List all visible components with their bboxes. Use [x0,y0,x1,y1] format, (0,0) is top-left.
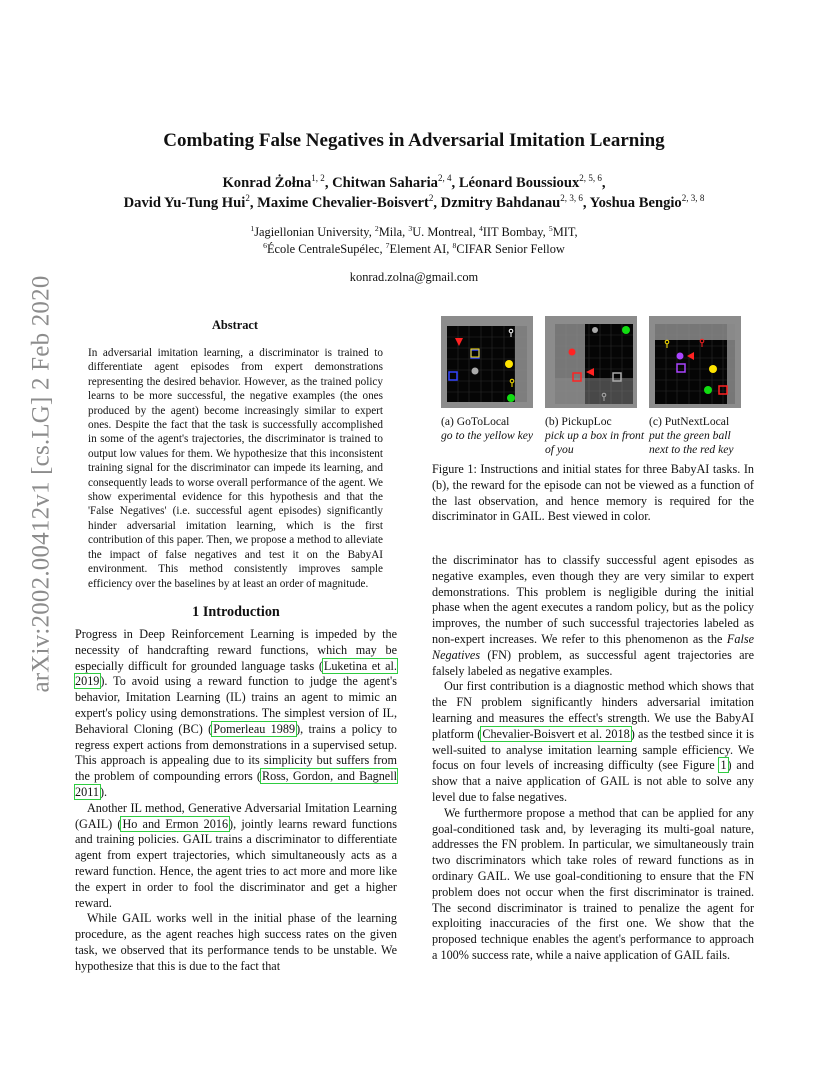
putnextlocal-grid-image [649,316,741,408]
author-line-1: Konrad Żołna$^{1, 2}$, Chitwan Saharia$^{2, 4}$, Léonard Boussioux$^{2, 5, 6}$, [222,173,606,191]
affiliation-name: MIT, [552,225,578,239]
author-line-2: David Yu-Tung Hui$^2$, Maxime Chevalier-Boisvert$^2$, Dzmitry Bahdanau$^{2, 3, 6}$, Yoshua Bengio$^{2, 3, 8}$ [123,193,705,211]
affiliation-marker: 6 [263,240,267,250]
subfigure-caption-b: (b) PickupLoc pick up a box in front of you [545,415,645,456]
author-affiliation-marker: 2, 4 [437,173,452,184]
affiliation-name: École CentraleSupélec, [266,242,386,256]
arxiv-stamp [18,275,66,693]
affiliation-name: U. Montreal, [412,225,479,239]
author-name: Konrad Żołna [222,175,312,191]
affiliation-marker: 5 [548,223,553,233]
intro-paragraph-2: Another IL method, Generative Adversarial Imitation Learning (GAIL) (Ho and Ermon 2016), jointly learns reward functions and training policies. GAIL trains a discriminator to differentiate agent from expert trajectories, which simultaneously acts as a reward function. Hence, the agent tries to act more and more like the expert in order to fool the discriminator and get a higher reward. [75,800,397,910]
intro-paragraph-4: Our first contribution is a diagnostic method which shows that the FN problem significantly hinders adversarial imitation learning and measures the effect's strength. We use the BabyAI platform (Chevalier-Boisvert et al. 2018) as the testbed since it is well-suited to analyse imitation learning sample efficiency. We focus on four levels of increasing difficulty (see Figure 1) and show that a naive application of GAIL is not able to solve any level due to false negatives. [432,679,754,804]
author-name: Yoshua Bengio [589,195,682,211]
citation-link[interactable]: Pomerleau 1989 [213,721,296,736]
citation-link[interactable]: Ho and Ermon 2016 [122,816,229,831]
subfigure-caption-a: (a) GoToLocal go to the yellow key [441,415,534,442]
abstract-text: In adversarial imitation learning, a discriminator is trained to differentiate agent episodes from expert demonstrations representing the desired behavior. However, as the trained policy learns to be more successful, the negative examples (the ones produced by the agent) become increasingly similar to expert ones. Despite the fact that the task is successfully accomplished in some of the agent's trajectories, the discriminator is trained to output low values for them. We hypothesize that this inconsistent training signal for the discriminator can impede its learning, and consequently leads to worse overall performance of the agent. We show experimental evidence for this hypothesis and that the 'False Negatives' (i.e. successful agent episodes) significantly hinder adversarial imitation learning, which is the first contribution of this paper. Then, we propose a method to alleviate the impact of false negatives and test it on the BabyAI environment. This method consistently improves sample efficiency over the baselines by at least an order of magnitude. [88,347,383,590]
author-affiliation-marker: 1, 2 [311,173,325,184]
affiliation-name: Mila, [378,225,409,239]
affiliation-line-1 [40,224,788,241]
affiliation-name: IIT Bombay, [482,225,549,239]
intro-paragraph-5: We furthermore propose a method that can be applied for any goal-conditioned task and, by leveraging its multi-goal nature, addresses the FN problem. In particular, we simultaneously train two discriminators which take roles of reward functions as in ordinary GAIL. We use goal-conditioning to ensure that the FN problem does not occur when the first discriminator is trained. The second discriminator is trained to penalize the agent for exploiting inaccuracies of the first one. We show that the proposed technique enables the agent's performance to approach a 100% success rate, while a naive application of GAIL fails. [432,805,754,962]
section-heading-introduction: 1 Introduction [192,604,280,620]
author-list [40,173,788,213]
intro-paragraph-3: While GAIL works well in the initial phase of the learning procedure, as the agent reaches high success rates on the given task, we observed that its performance tends to be unstable. We hypothesize that this is due to the fact that [75,911,397,973]
author-name: Léonard Boussioux [458,175,580,191]
author-affiliation-marker: 2, 5, 6 [579,173,602,184]
figure-reference-link[interactable]: 1 [720,758,727,773]
citation-link[interactable]: Chevalier-Boisvert et al. 2018 [482,726,630,741]
author-name: Maxime Chevalier-Boisvert [257,195,429,211]
intro-paragraph-3-continued: the discriminator has to classify successful agent episodes as negative examples, even though they are very similar to expert demonstrations. This problem is negligible during the initial phase when the agent executes a random policy, but as the policy improves, the number of such successful trajectories labeled as non-expert increases. We refer to this phenomenon as the False Negatives (FN) problem, as successful agent trajectories are falsely labeled as negative examples. [432,553,754,678]
pickuploc-grid-image [545,316,637,408]
affiliation-line-2 [40,241,788,258]
author-name: David Yu-Tung Hui [123,195,246,211]
author-name: Dzmitry Bahdanau [440,195,561,211]
affiliations [40,224,788,258]
citation-link[interactable]: Luketina et al. 2019 [75,658,397,689]
author-affiliation-marker: 2, 3, 8 [681,193,705,204]
affiliation-name: Jagiellonian University, [254,225,375,239]
author-affiliation-marker: 2, 3, 6 [560,193,583,204]
right-column-body [432,553,754,964]
contact-email[interactable]: konrad.zolna@gmail.com [349,270,479,284]
affiliation-marker: 7 [385,240,390,250]
subfigure-caption-c: (c) PutNextLocal put the green ball next to the red key [649,415,734,456]
author-name: Chitwan Saharia [332,175,438,191]
affiliation-marker: 3 [408,223,413,233]
affiliation-marker: 1 [250,223,255,233]
author-affiliation-marker: 2 [245,193,250,204]
affiliation-name: CIFAR Senior Fellow [456,242,565,256]
left-column-body [75,627,397,975]
paper-title: Combating False Negatives in Adversarial Imitation Learning [163,130,665,151]
abstract-heading: Abstract [211,318,259,332]
gotolocal-grid-image [441,316,533,408]
intro-paragraph-1: Progress in Deep Reinforcement Learning is impeded by the necessity of handcrafting reward functions, which may be especially difficult for grounded language tasks (Luketina et al. 2019). To avoid using a reward function to judge the agent's behavior, Imitation Learning (IL) trains an agent to mimic an expert's policy using demonstrations. The simplest version of IL, Behavioral Cloning (BC) (Pomerleau 1989), trains a policy to regress expert actions from demonstrations in a supervised setup. This approach is appealing due to its simplicity but suffers from the problem of compounding errors (Ross, Gordon, and Bagnell 2011). [75,627,397,799]
affiliation-marker: 8 [452,240,457,250]
author-affiliation-marker: 2 [428,193,434,204]
affiliation-name: Element AI, [389,242,453,256]
arxiv-id: arXiv:2002.00412v1 [cs.LG] 2 Feb 2020 [28,275,56,693]
figure-caption: Figure 1: Instructions and initial states for three BabyAI tasks. In (b), the reward for the episode can not be viewed as a function of the last observation, and hence memory is required for the discriminator in GAIL. Best viewed in color. [432,462,754,524]
citation-link[interactable]: Ross, Gordon, and Bagnell 2011 [75,769,397,799]
affiliation-marker: 4 [478,223,483,233]
affiliation-marker: 2 [374,223,379,233]
